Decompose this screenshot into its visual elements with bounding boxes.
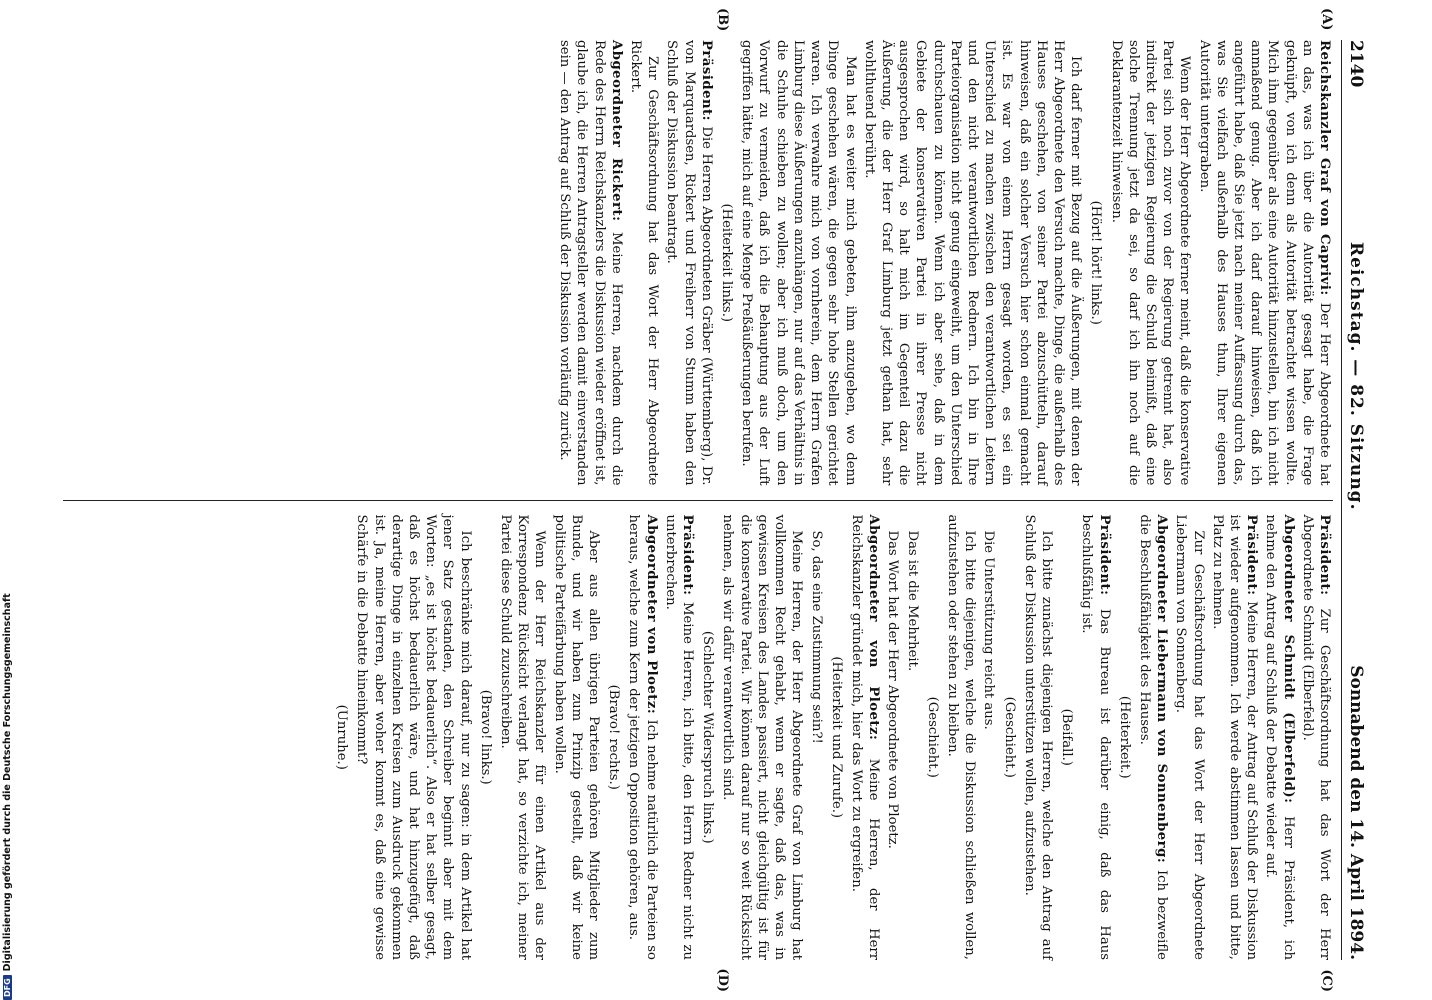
- speech-text: Das Wort hat der Herr Abgeordnete von Ploetz.: [885, 530, 901, 849]
- speech-text: Meine Herren, ich bitte, den Herrn Redner nicht zu unterbrechen.: [662, 514, 696, 960]
- text-columns: [63, 40, 1333, 960]
- speech-paragraph: [884, 515, 901, 961]
- speech-paragraph: [848, 515, 882, 961]
- speech-paragraph: [738, 40, 858, 486]
- session-date: Sonnabend den 14. April 1894.: [1346, 665, 1366, 960]
- speech-text: Ich beschränke mich darauf, nur zu sagen: in dem Artikel hat jener Satz gestanden, den Schreiber beginnt aber mit dem Worten: „es ist höchst bedauerlich“. Also er hat selber gesagt, daß es höchst bedauerlich wäre, und hat hinzugefügt, daß derartige Dinge in einzelnen Kreisen zum Ausdruck gekommen ist. Ja, meine Herren, aber woher kommt es, daß eine gewisse Schärfe in die Debatte hineinkommt?: [354, 514, 473, 960]
- speech-text: Meine Herren, der Antrag auf Schluß der Diskussion ist wieder aufgenommen. Ich werde abstimmen lassen und bitte, Platz zu nehmen.: [1209, 514, 1260, 961]
- speech-text: Meine Herren, der Herr Abgeordnete Graf von Limburg hat vollkommen Recht gehabt, wenn er sagte, daß das, was in gewissen Kreisen des Landes passiert, nicht gleichgültig ist für die konservative Partei. Wir können darauf nur so weit Rücksicht nehmen, als wir dafür verantwortlich sind.: [720, 514, 805, 960]
- speech-paragraph: [1262, 515, 1296, 961]
- page-number: 2140: [1346, 40, 1366, 88]
- speech-text: Wenn der Herr Abgeordnete ferner meint, daß die konservative Partei sich noch zuvor von der Regierung getrennt hat, also indirekt der jetzigen Regierung die Schuld beimißt, daß eine solche Trennung jetzt da sei, so darf ich ihn noch auf die Deklarantenzeit hinweisen.: [1108, 40, 1193, 486]
- speech-text: Meine Herren, der Herr Reichskanzler gründet mich, hier das Wort zu ergreifen.: [848, 514, 882, 960]
- stage-direction: (Heiterkeit und Zurufe.): [828, 656, 844, 819]
- speech-paragraph: [353, 515, 473, 961]
- speech-text: So, das eine Zustimmung sein?!: [808, 530, 824, 744]
- speaker-name: Abgeordneter von Ploetz:: [643, 514, 659, 720]
- speech-paragraph: [1299, 515, 1333, 961]
- speech-paragraph: [625, 515, 659, 961]
- speech-text: Man hat es weiter mich gebeten, ihm anzugeben, wo denn Dinge geschehen wären, die gegen sehr hohe Stellen gerichtet waren. Ich verwahre mich von vornherein, dem Herrn Grafen Limburg diese Äußerungen anzuhängen, nur auf das Verhältnis in die Schuhe schieben zu wollen; aber ich muß doch, um den Vorwurf zu vermeiden, daß ich die Behauptung aus der Luft gegriffen hätte, mich auf eine Menge Preßäußerungen berufen.: [739, 40, 858, 486]
- speech-paragraph: [1172, 515, 1206, 961]
- speech-text: Der Herr Abgeordnete hat an das, was ich über die Autorität gesagt habe, die Frage geknüpft, von ich denn als Autorität betrachtet wissen wollte. Mich ihm gegenüber als eine Autorität hinzustellen, bin ich nicht anmaßend genug. Aber ich darf darauf hinweisen, daß ich angeführt habe, daß Sie jetzt nach meiner Auffassung durch das, was Sie vielfach außerhalb des Hauses thun, Ihrer eigenen Autorität untergraben.: [1196, 40, 1332, 486]
- speech-text: Die Herren Abgeordneten Gräber (Württemberg), Dr. von Marquardsen, Rickert und Freiherr von Stumm haben den Schluß der Diskussion beantragt.: [664, 40, 714, 486]
- speech-text: Ich nehme natürlich die Parteien so heraus, welche zum Kern der jetzigen Opposition gehören, aus.: [626, 514, 659, 960]
- speaker-name: Präsident:: [680, 514, 696, 603]
- speech-text: Aber aus allen übrigen Parteien gehören Mitglieder zum Bunde, und wir haben zum Prinzip gestellt, daß wir keine politische Parteifärbung haben wollen.: [551, 514, 602, 960]
- margin-mark-b: (B): [715, 8, 730, 32]
- speech-text: Das ist die Mehrheit.: [904, 530, 920, 672]
- speech-text: Die Unterstützung reicht aus.: [981, 530, 997, 730]
- page-title: Reichstag. — 82. Sitzung.: [1346, 242, 1366, 511]
- stage-direction: (Bravo! rechts.): [606, 684, 622, 790]
- speech-text: Wenn der Herr Reichskanzler für einen Artikel aus der Korrespondenz Rücksicht verlangt hat, so verzichte ich, meiner Partei diese Schuld zuzuschreiben.: [498, 514, 548, 960]
- speech-paragraph: [861, 40, 1085, 486]
- speaker-name: Präsident:: [698, 40, 714, 127]
- speech-paragraph: [662, 515, 696, 961]
- digitization-credit-text: Digitalisierung gefördert durch die Deutsche Forschungsgemeinschaft: [2, 593, 13, 972]
- speaker-name: Präsident:: [1317, 514, 1332, 609]
- speaker-name: Abgeordneter von Ploetz:: [866, 514, 882, 759]
- speech-paragraph: [497, 515, 549, 961]
- speaker-name: Abgeordneter Schmidt (Elberfeld):: [1280, 514, 1296, 817]
- speech-paragraph: [627, 40, 661, 486]
- stage-direction: (Hört! hört! links.): [1088, 200, 1104, 325]
- margin-mark-d: (D): [715, 968, 730, 992]
- right-column: [63, 501, 1333, 961]
- speech-text: Herr Präsident, ich nehme den Antrag auf Schluß der Debatte wieder auf.: [1263, 514, 1296, 961]
- dfg-logo: DFG: [3, 975, 12, 1000]
- digitization-credit: [2, 593, 13, 1000]
- speech-paragraph: [719, 515, 805, 961]
- speech-paragraph: [1195, 40, 1333, 486]
- speaker-name: Abgeordneter Liebermann von Sonnenberg:: [1154, 514, 1170, 870]
- speech-text: Ich bezweifle die Beschlußfähigkeit des Hauses.: [1136, 514, 1170, 960]
- scanned-page: [20, 0, 1380, 1000]
- speech-text: Ich darf ferner mit Bezug auf die Äußerungen, mit denen der Herr Abgeordnete den Versuch machte, Dinge, die außerhalb des Hauses geschehen, von seiner Partei abzuschütteln, darauf hinweisen, daß ein solcher Versuch hier schon einmal gemacht ist. Es war von einem Herrn gesagt worden, es sei ein Unterschied zu machen zwischen den verantwortlichen Leitern und den nicht verantwortlichen Rednern. Ich bin in Ihre Parteiorganisation nicht genug eingeweiht, um den Unterschied durchschauen zu können. Wenn ich aber sehe, daß in dem Gebiete der konservativen Partei in ihrer Presse nicht ausgesprochen wird, so halt mich im Gegenteil dazu die Äußerung, die der Herr Graf Limburg jetzt gethan hat, sehr wohlthuend berührt.: [861, 40, 1084, 486]
- stage-direction: (Schlechter Widerspruch links.): [700, 630, 716, 844]
- margin-mark-a: (A): [1319, 8, 1334, 31]
- speech-paragraph: [663, 40, 715, 486]
- stage-direction: (Geschieht.): [1001, 696, 1017, 778]
- digitization-sidebar: [0, 0, 18, 1000]
- speech-paragraph: [1107, 40, 1193, 486]
- stage-direction: (Geschieht.): [924, 696, 940, 778]
- speech-text: Ich bitte diejenigen, welche die Diskussion schließen wollen, aufzustehen oder stehen zu bleiben.: [944, 514, 978, 960]
- page-header: [1341, 40, 1366, 960]
- speech-text: Zur Geschäftsordnung hat das Wort der Herr Abgeordnete Rickert.: [628, 40, 661, 486]
- speaker-name: Präsident:: [1244, 514, 1260, 602]
- speech-text: Ich bitte zunächst diejenigen Herren, welche den Antrag auf Schluß der Diskussion unterstützen wollen, aufzustehen.: [1021, 514, 1054, 960]
- speech-text: Meine Herren, nachdem durch die Rede des Herrn Reichskanzlers die Diskussion wieder eröffnet ist, glaube ich, die Herren Antragsteller werden damit einverstanden sein — den Antrag auf Schluß der Diskussion vorläufig zurück.: [557, 40, 624, 486]
- speaker-name: Reichskanzler Graf von Caprivi:: [1317, 40, 1332, 303]
- speech-paragraph: [1136, 515, 1170, 961]
- speech-paragraph: [1209, 515, 1261, 961]
- left-column: [63, 40, 1333, 501]
- speech-paragraph: [980, 515, 997, 961]
- speech-text: Zur Geschäftsordnung hat das Wort der Herr Abgeordnete Liebermann von Sonnenberg.: [1173, 514, 1206, 960]
- speech-paragraph: [807, 515, 824, 961]
- speech-text: Das Bureau ist darüber einig, daß das Haus beschlußfähig ist.: [1079, 514, 1112, 960]
- speaker-name: Abgeordneter Rickert:: [608, 40, 624, 233]
- speech-paragraph: [556, 40, 625, 486]
- stage-direction: (Heiterkeit.): [1116, 695, 1132, 779]
- speech-paragraph: [903, 515, 920, 961]
- speech-paragraph: [1021, 515, 1055, 961]
- speech-text: Zur Geschäftsordnung hat das Wort der Herr Abgeordnete Schmidt (Elberfeld).: [1299, 514, 1332, 961]
- stage-direction: (Unruhe.): [334, 704, 350, 770]
- stage-direction: (Bravo! links.): [477, 689, 493, 785]
- stage-direction: (Heiterkeit links.): [719, 203, 735, 323]
- stage-direction: (Beifall.): [1059, 708, 1075, 766]
- speaker-name: Präsident:: [1096, 514, 1112, 609]
- speech-paragraph: [550, 515, 602, 961]
- speech-paragraph: [1078, 515, 1112, 961]
- speech-paragraph: [944, 515, 978, 961]
- margin-mark-c: (C): [1319, 969, 1334, 992]
